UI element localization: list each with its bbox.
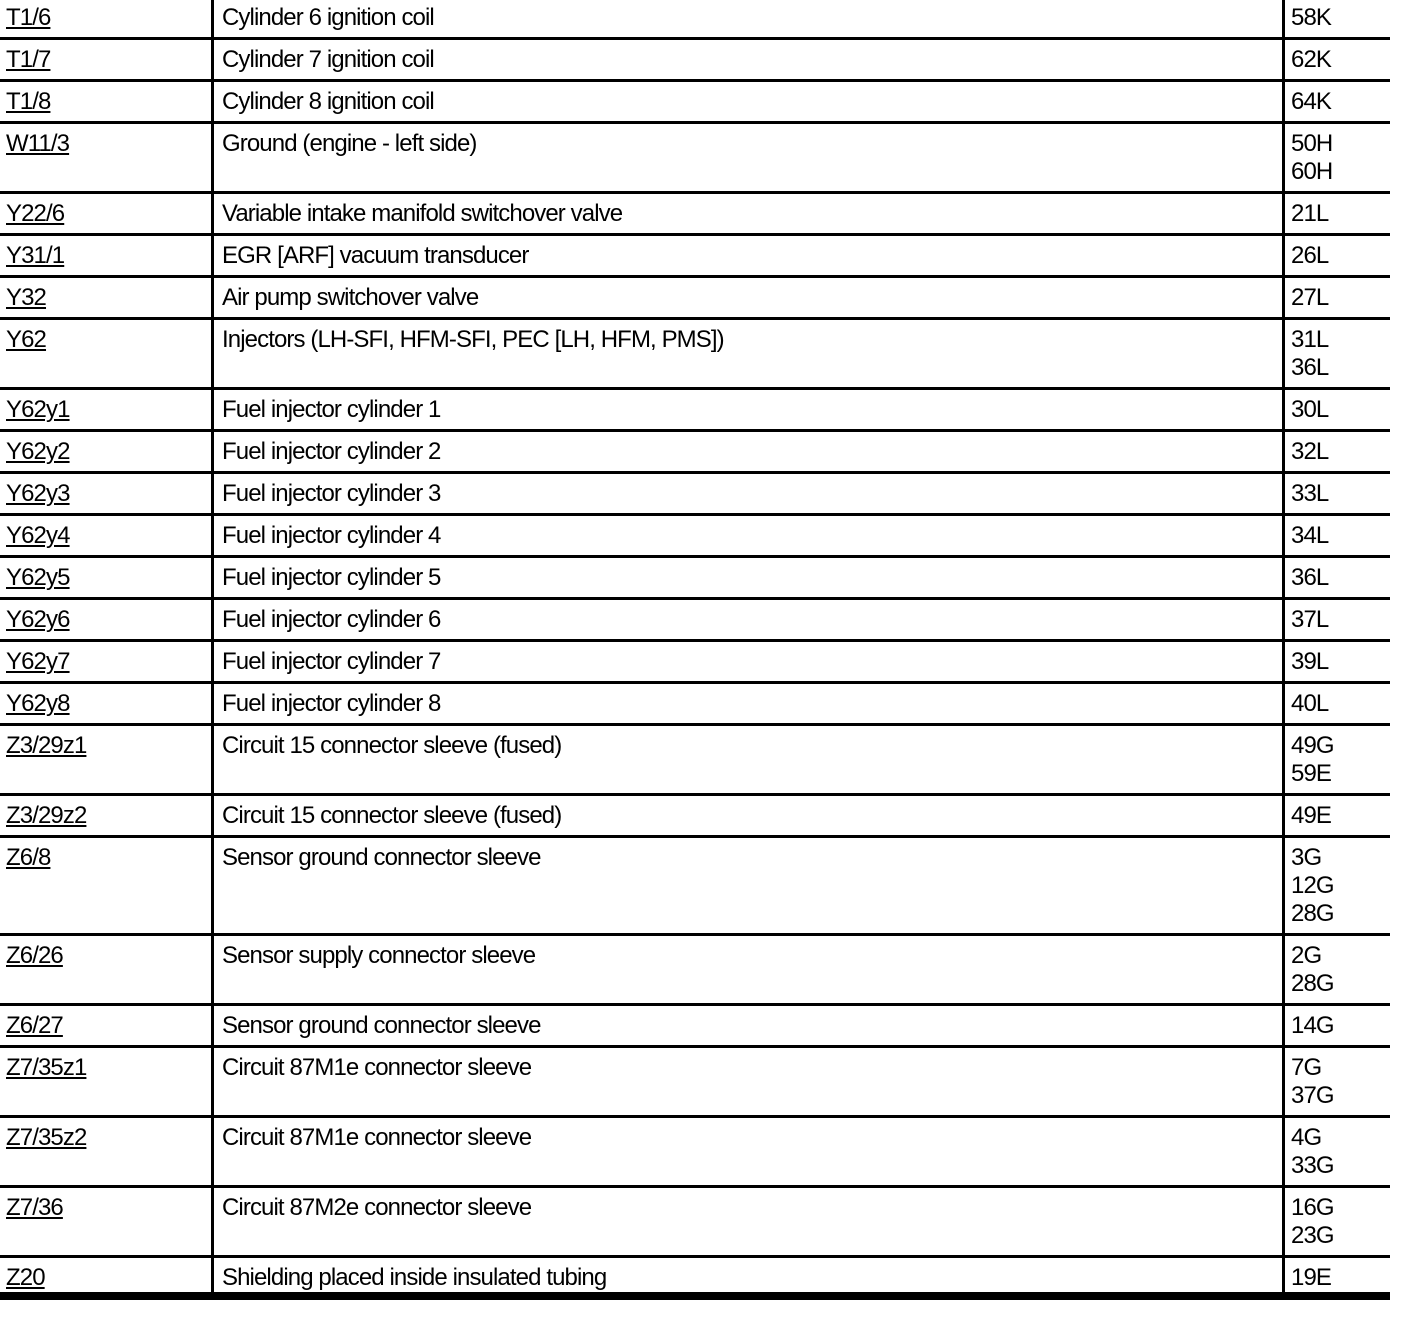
grid-location: 40L: [1291, 690, 1329, 717]
component-code-link[interactable]: Z3/29z2: [6, 802, 87, 829]
component-code-cell: [0, 1048, 214, 1115]
component-description: Fuel injector cylinder 4: [214, 516, 1285, 555]
component-code-link[interactable]: Y62y6: [6, 606, 70, 633]
component-code-link[interactable]: Y62y4: [6, 522, 70, 549]
component-code-link[interactable]: Y22/6: [6, 200, 65, 227]
component-description: Fuel injector cylinder 3: [214, 474, 1285, 513]
grid-location: 36L: [1291, 354, 1329, 381]
component-code-link[interactable]: Z6/8: [6, 844, 51, 871]
table-row: [0, 726, 1390, 796]
component-code-link[interactable]: Z6/27: [6, 1012, 63, 1039]
component-code-link[interactable]: Y62y1: [6, 396, 70, 423]
component-code-link[interactable]: Y32: [6, 284, 47, 311]
component-description: EGR [ARF] vacuum transducer: [214, 236, 1285, 275]
component-code-cell: [0, 82, 214, 121]
grid-location: 4G: [1291, 1124, 1322, 1151]
table-row: [0, 1118, 1390, 1188]
grid-location: 59E: [1291, 760, 1332, 787]
grid-location: 21L: [1291, 200, 1329, 227]
component-code-cell: [0, 278, 214, 317]
grid-location-cell: [1285, 0, 1390, 37]
component-code-link[interactable]: Y62y7: [6, 648, 70, 675]
table-row: [0, 390, 1390, 432]
grid-location: 12G: [1291, 872, 1334, 899]
table-row: [0, 1048, 1390, 1118]
grid-location-cell: [1285, 236, 1390, 275]
table-row: [0, 432, 1390, 474]
component-description: Variable intake manifold switchover valve: [214, 194, 1285, 233]
component-code-link[interactable]: Z7/35z1: [6, 1054, 87, 1081]
table-row: [0, 558, 1390, 600]
grid-location-cell: [1285, 1258, 1390, 1292]
grid-location: 14G: [1291, 1012, 1334, 1039]
component-code-cell: [0, 684, 214, 723]
component-description: Fuel injector cylinder 7: [214, 642, 1285, 681]
component-code-cell: [0, 1118, 214, 1185]
component-description: Cylinder 7 ignition coil: [214, 40, 1285, 79]
table-row: [0, 936, 1390, 1006]
grid-location-cell: [1285, 40, 1390, 79]
component-code-cell: [0, 124, 214, 191]
grid-location: 28G: [1291, 970, 1334, 997]
grid-location-cell: [1285, 796, 1390, 835]
component-code-link[interactable]: Y62y8: [6, 690, 70, 717]
component-code-link[interactable]: T1/6: [6, 4, 51, 31]
grid-location: 60H: [1291, 158, 1333, 185]
grid-location-cell: [1285, 1048, 1390, 1115]
grid-location: 33L: [1291, 480, 1329, 507]
table-row: [0, 684, 1390, 726]
grid-location-cell: [1285, 432, 1390, 471]
component-code-cell: [0, 1188, 214, 1255]
table-row: [0, 516, 1390, 558]
component-code-cell: [0, 0, 214, 37]
component-code-link[interactable]: Z3/29z1: [6, 732, 87, 759]
component-description: Sensor supply connector sleeve: [214, 936, 1285, 1003]
component-description: Circuit 15 connector sleeve (fused): [214, 796, 1285, 835]
table-row: [0, 796, 1390, 838]
component-description: Air pump switchover valve: [214, 278, 1285, 317]
grid-location: 28G: [1291, 900, 1334, 927]
component-description: Sensor ground connector sleeve: [214, 838, 1285, 933]
component-description: Circuit 87M1e connector sleeve: [214, 1118, 1285, 1185]
grid-location-cell: [1285, 1006, 1390, 1045]
table-row: [0, 124, 1390, 194]
grid-location: 27L: [1291, 284, 1329, 311]
grid-location: 26L: [1291, 242, 1329, 269]
component-description: Shielding placed inside insulated tubing: [214, 1258, 1285, 1292]
grid-location: 64K: [1291, 88, 1332, 115]
grid-location: 37G: [1291, 1082, 1334, 1109]
component-code-link[interactable]: Y62y2: [6, 438, 70, 465]
component-description: Fuel injector cylinder 5: [214, 558, 1285, 597]
grid-location: 49E: [1291, 802, 1332, 829]
grid-location: 58K: [1291, 4, 1332, 31]
table-row: [0, 194, 1390, 236]
component-code-cell: [0, 474, 214, 513]
component-description: Fuel injector cylinder 8: [214, 684, 1285, 723]
grid-location-cell: [1285, 474, 1390, 513]
component-code-link[interactable]: Y62y3: [6, 480, 70, 507]
component-description: Cylinder 6 ignition coil: [214, 0, 1285, 37]
component-code-cell: [0, 320, 214, 387]
grid-location: 31L: [1291, 326, 1329, 353]
table-row: [0, 278, 1390, 320]
grid-location: 50H: [1291, 130, 1333, 157]
component-code-cell: [0, 838, 214, 933]
component-code-link[interactable]: Z7/36: [6, 1194, 63, 1221]
component-code-link[interactable]: T1/7: [6, 46, 51, 73]
grid-location-cell: [1285, 558, 1390, 597]
component-code-cell: [0, 1006, 214, 1045]
grid-location: 33G: [1291, 1152, 1334, 1179]
table-row: [0, 82, 1390, 124]
component-code-cell: [0, 390, 214, 429]
table-row: [0, 0, 1390, 40]
component-code-link[interactable]: T1/8: [6, 88, 51, 115]
table-row: [0, 40, 1390, 82]
component-description: Cylinder 8 ignition coil: [214, 82, 1285, 121]
grid-location: 32L: [1291, 438, 1329, 465]
component-code-cell: [0, 236, 214, 275]
grid-location-cell: [1285, 194, 1390, 233]
grid-location: 3G: [1291, 844, 1322, 871]
grid-location: 39L: [1291, 648, 1329, 675]
component-code-cell: [0, 194, 214, 233]
component-code-cell: [0, 642, 214, 681]
component-description: Injectors (LH-SFI, HFM-SFI, PEC [LH, HFM, PMS]): [214, 320, 1285, 387]
grid-location-cell: [1285, 320, 1390, 387]
table-row: [0, 600, 1390, 642]
grid-location: 30L: [1291, 396, 1329, 423]
component-description: Fuel injector cylinder 6: [214, 600, 1285, 639]
grid-location: 23G: [1291, 1222, 1334, 1249]
table-row: [0, 1006, 1390, 1048]
grid-location-cell: [1285, 82, 1390, 121]
component-code-link[interactable]: W11/3: [6, 130, 70, 157]
grid-location-cell: [1285, 1118, 1390, 1185]
component-code-link[interactable]: Y62y5: [6, 564, 70, 591]
table-row: [0, 838, 1390, 936]
grid-location-cell: [1285, 600, 1390, 639]
table-row: [0, 642, 1390, 684]
grid-location: 49G: [1291, 732, 1334, 759]
component-code-cell: [0, 936, 214, 1003]
grid-location-cell: [1285, 684, 1390, 723]
grid-location-cell: [1285, 838, 1390, 933]
component-description: Circuit 87M1e connector sleeve: [214, 1048, 1285, 1115]
component-code-link[interactable]: Z20: [6, 1264, 45, 1291]
grid-location: 37L: [1291, 606, 1329, 633]
component-code-cell: [0, 1258, 214, 1292]
component-code-cell: [0, 796, 214, 835]
grid-location-cell: [1285, 516, 1390, 555]
grid-location-cell: [1285, 1188, 1390, 1255]
component-description: Ground (engine - left side): [214, 124, 1285, 191]
table-row: [0, 474, 1390, 516]
component-code-cell: [0, 40, 214, 79]
grid-location: 2G: [1291, 942, 1322, 969]
grid-location: 16G: [1291, 1194, 1334, 1221]
component-code-cell: [0, 600, 214, 639]
component-description: Sensor ground connector sleeve: [214, 1006, 1285, 1045]
grid-location: 7G: [1291, 1054, 1322, 1081]
component-code-link[interactable]: Z7/35z2: [6, 1124, 87, 1151]
component-code-cell: [0, 516, 214, 555]
component-code-link[interactable]: Z6/26: [6, 942, 63, 969]
table-row: [0, 1258, 1390, 1300]
grid-location-cell: [1285, 390, 1390, 429]
grid-location-cell: [1285, 936, 1390, 1003]
table-row: [0, 236, 1390, 278]
table-row: [0, 1188, 1390, 1258]
grid-location-cell: [1285, 642, 1390, 681]
grid-location: 34L: [1291, 522, 1329, 549]
grid-location-cell: [1285, 124, 1390, 191]
table-row: [0, 320, 1390, 390]
grid-location: 19E: [1291, 1264, 1332, 1291]
component-code-link[interactable]: Y62: [6, 326, 47, 353]
component-code-cell: [0, 558, 214, 597]
grid-location: 62K: [1291, 46, 1332, 73]
component-code-link[interactable]: Y31/1: [6, 242, 65, 269]
grid-location-cell: [1285, 278, 1390, 317]
component-code-cell: [0, 726, 214, 793]
component-description: Fuel injector cylinder 2: [214, 432, 1285, 471]
component-description: Circuit 15 connector sleeve (fused): [214, 726, 1285, 793]
component-description: Fuel injector cylinder 1: [214, 390, 1285, 429]
component-description: Circuit 87M2e connector sleeve: [214, 1188, 1285, 1255]
grid-location-cell: [1285, 726, 1390, 793]
grid-location: 36L: [1291, 564, 1329, 591]
component-code-cell: [0, 432, 214, 471]
